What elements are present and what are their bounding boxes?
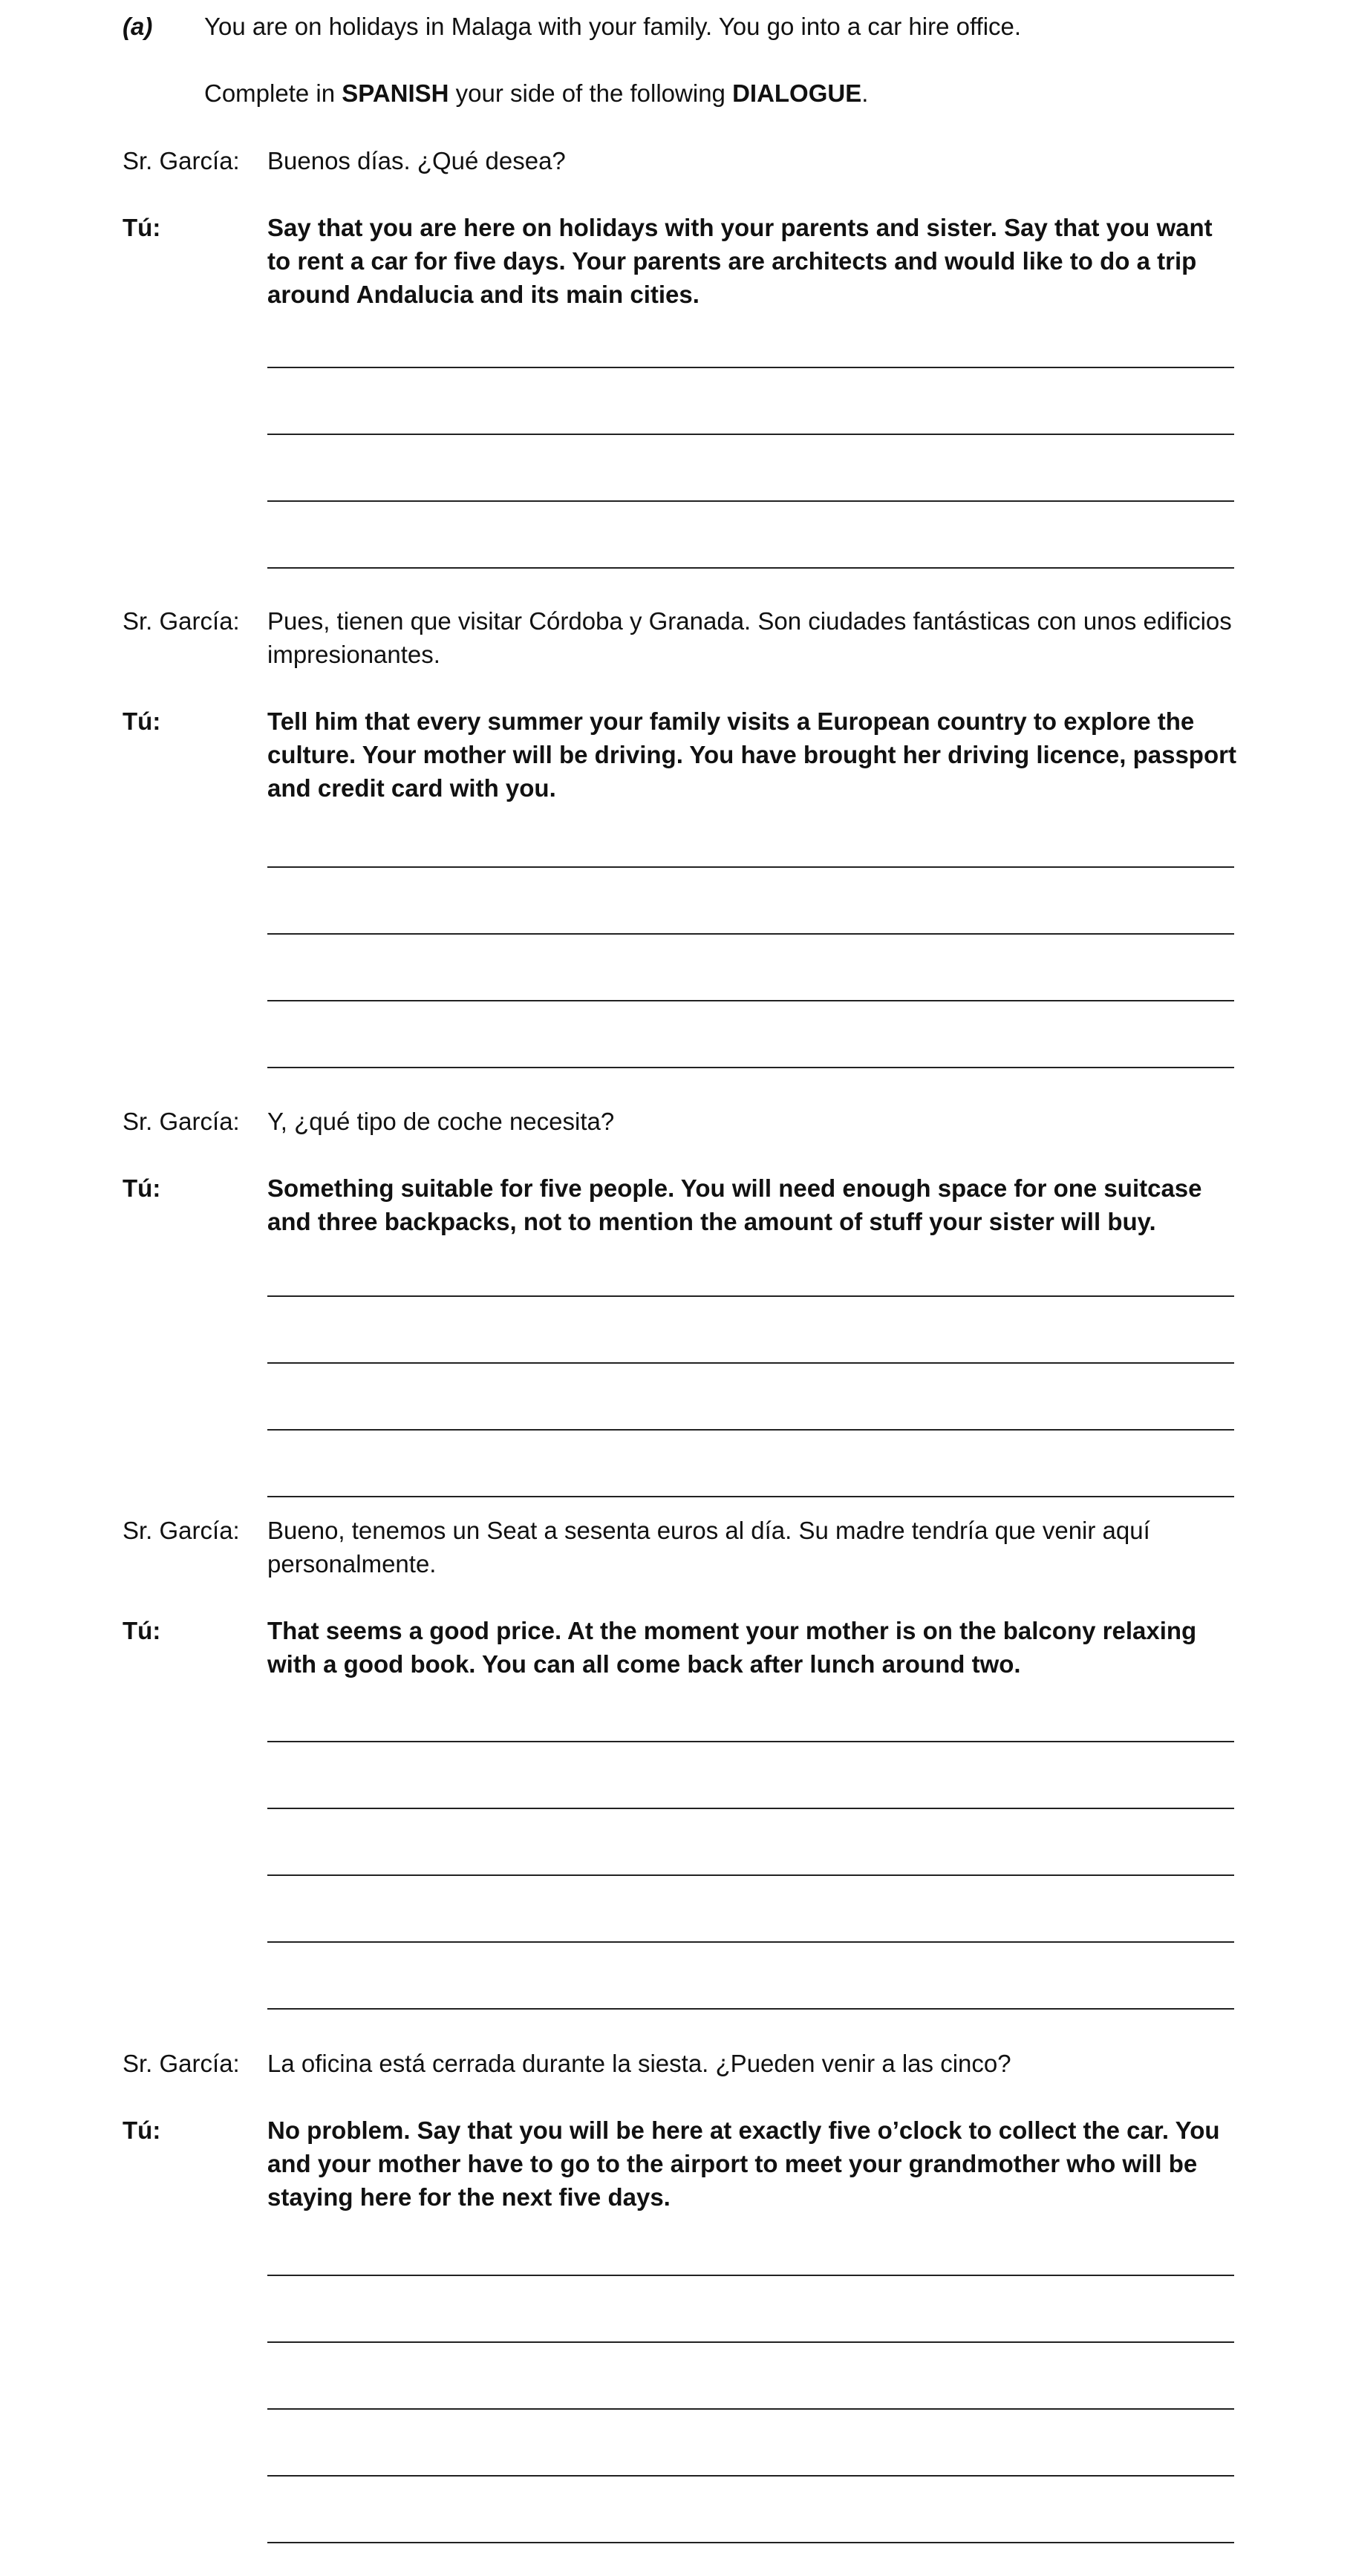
task-prompt: Say that you are here on holidays with your parents and sister. Say that you want to rent a car for five days. Your parents are architects and would like to do a trip around Andalucia and its main cities.: [267, 214, 1213, 308]
speaker-label: Tú:: [123, 1617, 161, 1644]
speaker-label: Tú:: [123, 707, 161, 735]
answer-line[interactable]: [267, 2408, 1234, 2410]
garcia-line: Bueno, tenemos un Seat a sesenta euros al día. Su madre tendría que venir aquí personalmente.: [267, 1517, 1150, 1578]
task-prompt: Tell him that every summer your family visits a European country to explore the culture. Your mother will be driving. You have brought her driving licence, passport and credit card with you.: [267, 707, 1236, 802]
answer-line[interactable]: [267, 866, 1234, 868]
answer-line[interactable]: [267, 1496, 1234, 1497]
answer-line[interactable]: [267, 367, 1234, 368]
answer-line[interactable]: [267, 1741, 1234, 1742]
answer-line[interactable]: [267, 1874, 1234, 1876]
speaker-label: Sr. García:: [123, 607, 240, 635]
task-prompt: No problem. Say that you will be here at exactly five o’clock to collect the car. You and your mother have to go to the airport to meet your grandmother who will be staying here for the next five days.: [267, 2116, 1220, 2211]
answer-line[interactable]: [267, 933, 1234, 935]
answer-line[interactable]: [267, 2542, 1234, 2543]
task-prompt: Something suitable for five people. You will need enough space for one suitcase and three backpacks, not to mention the amount of stuff your sister will buy.: [267, 1174, 1202, 1235]
garcia-line: Buenos días. ¿Qué desea?: [267, 147, 566, 174]
answer-line[interactable]: [267, 434, 1234, 435]
speaker-label: Tú:: [123, 1174, 161, 1202]
speaker-label: Sr. García:: [123, 1517, 240, 1544]
speaker-label: Sr. García:: [123, 1108, 240, 1135]
instruction-middle: your side of the following: [449, 79, 733, 107]
answer-line[interactable]: [267, 1000, 1234, 1001]
answer-line[interactable]: [267, 1429, 1234, 1431]
answer-line[interactable]: [267, 1941, 1234, 1943]
speaker-label: Tú:: [123, 2116, 161, 2144]
instruction-keyword: DIALOGUE: [732, 79, 862, 107]
speaker-label: Sr. García:: [123, 147, 240, 174]
task-prompt: That seems a good price. At the moment your mother is on the balcony relaxing with a good book. You can all come back after lunch around two.: [267, 1617, 1197, 1678]
intro-text: You are on holidays in Malaga with your family. You go into a car hire office.: [204, 13, 1022, 40]
answer-line[interactable]: [267, 1362, 1234, 1364]
answer-line[interactable]: [267, 2008, 1234, 2010]
instruction-text: [204, 77, 868, 110]
answer-line[interactable]: [267, 1808, 1234, 1809]
garcia-line: La oficina está cerrada durante la siesta. ¿Pueden venir a las cinco?: [267, 2050, 1011, 2077]
speaker-label: Tú:: [123, 214, 161, 241]
question-label: (a): [123, 13, 153, 40]
instruction-before: Complete in: [204, 79, 342, 107]
answer-line[interactable]: [267, 500, 1234, 502]
garcia-line: Y, ¿qué tipo de coche necesita?: [267, 1108, 615, 1135]
instruction-after: .: [861, 79, 869, 107]
speaker-label: Sr. García:: [123, 2050, 240, 2077]
answer-line[interactable]: [267, 2341, 1234, 2343]
answer-line[interactable]: [267, 567, 1234, 569]
answer-line[interactable]: [267, 2475, 1234, 2477]
intro-row: [123, 10, 1021, 43]
answer-line[interactable]: [267, 1295, 1234, 1297]
answer-line[interactable]: [267, 1067, 1234, 1068]
instruction-language: SPANISH: [342, 79, 449, 107]
garcia-line: Pues, tienen que visitar Córdoba y Granada. Son ciudades fantásticas con unos edificios impresionantes.: [267, 607, 1232, 668]
answer-line[interactable]: [267, 2275, 1234, 2276]
